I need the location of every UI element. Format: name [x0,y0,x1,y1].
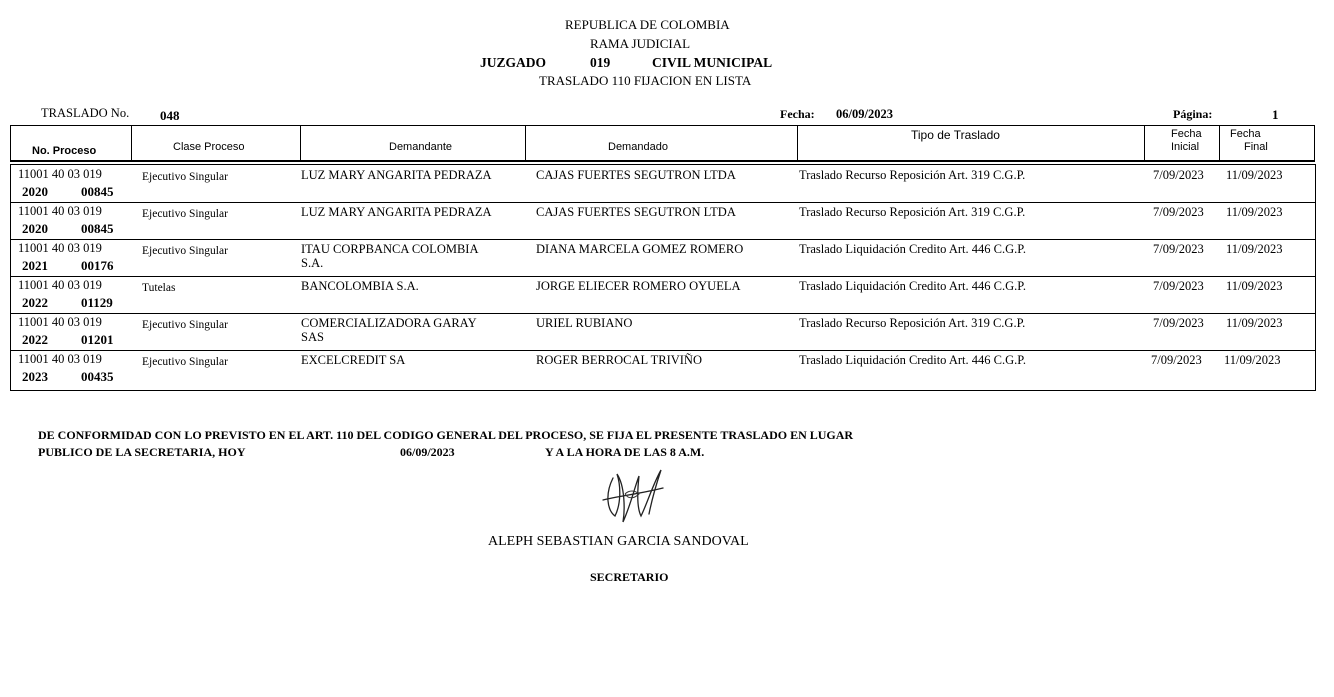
col-header-fecha-inicial-1: Fecha [1171,128,1202,140]
header-line-republica: REPUBLICA DE COLOMBIA [565,17,730,32]
fecha-final: 11/09/2023 [1226,279,1283,293]
tipo-traslado: Traslado Recurso Reposición Art. 319 C.G.P. [799,316,1026,330]
header-line-traslado: TRASLADO 110 FIJACION EN LISTA [539,73,752,88]
tipo-traslado: Traslado Recurso Reposición Art. 319 C.G.P. [799,168,1026,182]
clase-proceso: Tutelas [142,282,176,294]
fecha-inicial: 7/09/2023 [1153,242,1204,256]
radicado-anio: 2022 [22,295,48,310]
fecha-final: 11/09/2023 [1226,168,1283,182]
demandante: COMERCIALIZADORA GARAY SAS [301,316,477,344]
col-header-fecha-final-1: Fecha [1230,128,1261,140]
fecha-label: Fecha: [780,107,815,121]
table-row [11,350,1315,387]
table-row [11,239,1315,277]
signature-image [595,464,675,528]
fecha-inicial: 7/09/2023 [1153,205,1204,219]
radicado-numero: 00176 [81,258,114,273]
col-header-fecha-inicial-2: Inicial [1171,141,1200,153]
demandado: CAJAS FUERTES SEGUTRON LTDA [536,168,736,182]
col-header-tipo: Tipo de Traslado [911,128,1000,142]
header-divider [300,125,301,162]
radicado-anio: 2022 [22,332,48,347]
radicado-numero: 01129 [81,295,113,310]
signer-title: SECRETARIO [590,570,669,584]
radicado-anio: 2023 [22,369,48,384]
col-header-demandado: Demandado [608,141,668,153]
demandante: ITAU CORPBANCA COLOMBIA S.A. [301,242,478,270]
tipo-traslado: Traslado Liquidación Credito Art. 446 C.G.P. [799,242,1026,256]
demandado: DIANA MARCELA GOMEZ ROMERO [536,242,744,256]
fecha-inicial: 7/09/2023 [1153,316,1204,330]
fecha-value: 06/09/2023 [836,107,893,121]
radicado: 11001 40 03 019 [18,241,102,255]
radicado: 11001 40 03 019 [18,204,102,218]
header-line-rama: RAMA JUDICIAL [590,36,691,51]
demandante: BANCOLOMBIA S.A. [301,279,419,293]
fecha-final: 11/09/2023 [1224,353,1281,367]
header-divider [1144,125,1145,162]
table-row [11,202,1315,240]
table-row [11,165,1315,203]
footer-date: 06/09/2023 [400,445,455,459]
clase-proceso: Ejecutivo Singular [142,319,228,331]
footer-text-line2a: PUBLICO DE LA SECRETARIA, HOY [38,445,246,459]
pagina-value: 1 [1272,107,1279,122]
fecha-final: 11/09/2023 [1226,242,1283,256]
header-divider [525,125,526,162]
tipo-traslado: Traslado Liquidación Credito Art. 446 C.G.P. [799,279,1026,293]
radicado: 11001 40 03 019 [18,315,102,329]
demandado: JORGE ELIECER ROMERO OYUELA [536,279,741,293]
footer-text-line2b: Y A LA HORA DE LAS 8 A.M. [545,445,705,459]
radicado-numero: 00845 [81,184,114,199]
col-header-clase: Clase Proceso [173,141,245,153]
header-divider [797,125,798,162]
table-body [10,164,1316,391]
fecha-inicial: 7/09/2023 [1153,168,1204,182]
radicado-anio: 2020 [22,221,48,236]
pagina-label: Página: [1173,107,1213,121]
clase-proceso: Ejecutivo Singular [142,208,228,220]
radicado-anio: 2021 [22,258,48,273]
radicado: 11001 40 03 019 [18,167,102,181]
radicado-anio: 2020 [22,184,48,199]
radicado-numero: 01201 [81,332,114,347]
tipo-traslado: Traslado Liquidación Credito Art. 446 C.G.P. [799,353,1026,367]
table-row [11,313,1315,351]
col-header-demandante: Demandante [389,141,452,153]
col-header-fecha-final-2: Final [1244,141,1268,153]
radicado-numero: 00845 [81,221,114,236]
demandante: EXCELCREDIT SA [301,353,406,367]
fecha-final: 11/09/2023 [1226,316,1283,330]
traslado-label: TRASLADO No. [41,106,130,120]
header-divider [1219,125,1220,162]
clase-proceso: Ejecutivo Singular [142,171,228,183]
demandante: LUZ MARY ANGARITA PEDRAZA [301,205,492,219]
fecha-inicial: 7/09/2023 [1151,353,1202,367]
header-juzgado-tipo: CIVIL MUNICIPAL [652,55,773,70]
header-juzgado-num: 019 [590,55,611,70]
fecha-final: 11/09/2023 [1226,205,1283,219]
tipo-traslado: Traslado Recurso Reposición Art. 319 C.G.P. [799,205,1026,219]
traslado-value: 048 [160,108,180,123]
demandado: CAJAS FUERTES SEGUTRON LTDA [536,205,736,219]
clase-proceso: Ejecutivo Singular [142,245,228,257]
radicado-numero: 00435 [81,369,114,384]
col-header-proceso: No. Proceso [32,145,97,157]
header-divider [131,125,132,162]
footer-text-line1: DE CONFORMIDAD CON LO PREVISTO EN EL ART. 110 DEL CODIGO GENERAL DEL PROCESO, SE FIJA EL PRESENTE TRASLADO EN LUGAR [38,428,854,442]
header-juzgado-label: JUZGADO [480,55,547,70]
radicado: 11001 40 03 019 [18,278,102,292]
clase-proceso: Ejecutivo Singular [142,356,228,368]
demandante: LUZ MARY ANGARITA PEDRAZA [301,168,492,182]
demandado: ROGER BERROCAL TRIVIÑO [536,353,702,367]
signer-name: ALEPH SEBASTIAN GARCIA SANDOVAL [488,534,749,549]
radicado: 11001 40 03 019 [18,352,102,366]
fecha-inicial: 7/09/2023 [1153,279,1204,293]
demandado: URIEL RUBIANO [536,316,633,330]
table-row [11,276,1315,314]
